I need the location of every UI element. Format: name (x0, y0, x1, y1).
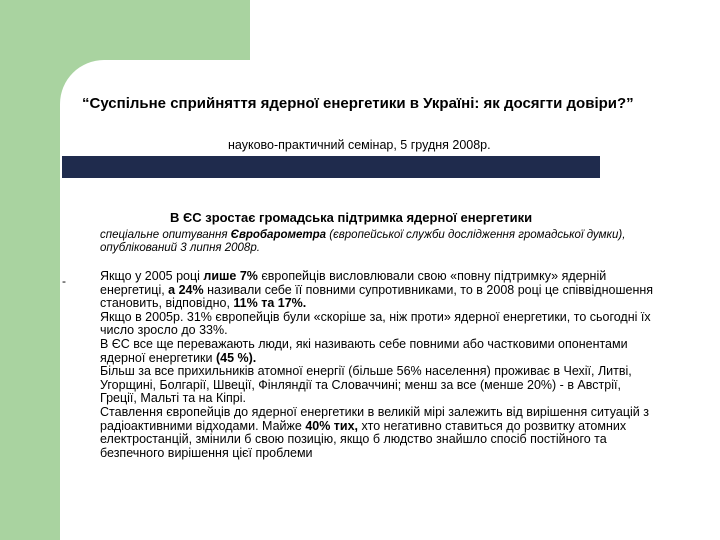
bullet-mark: - (62, 274, 66, 288)
p1-text-2: європейців висловлювали свою «повну підтримку» ядерній енергетиці, (100, 269, 607, 297)
slide-title: “Суспільне сприйняття ядерної енергетики в Україні: як досягти довіри?” (82, 95, 634, 112)
source-bold: Євробарометра (230, 229, 327, 241)
p1-text-1: Якщо у 2005 році (100, 269, 204, 283)
p5-text-2: хто негативно ставиться до розвитку атомних електростанцій, змінили б свою позицію, якщо б людство знайшло спосіб постійного та безпечного вирішення цієї проблеми (100, 418, 627, 460)
paragraph-3 (100, 338, 660, 365)
header-divider-bar (62, 156, 600, 178)
p1-bold-2: а 24% (168, 282, 204, 297)
p3-text-1: В ЄС все ще переважають люди, які називають себе повними або частковими опонентами ядерної енергетики (100, 336, 628, 365)
p1-bold-3: 11% та 17%. (233, 296, 307, 311)
p5-text-1: Ставлення європейців до ядерної енергетики в великій мірі залежить від вирішення ситуацій з радіоактивними відходами. Майже (100, 404, 649, 433)
slide-subtitle: науково-практичний семінар, 5 грудня 2008р. (228, 138, 491, 152)
section-heading: В ЄС зростає громадська підтримка ядерної енергетики (170, 210, 533, 225)
source-prefix: спеціальне опитування (100, 229, 231, 241)
paragraph-5 (100, 406, 660, 460)
paragraph-1 (100, 270, 660, 311)
p1-text-3: називали себе її повними супротивниками, то в 2008 році це співвідношення становить, відповідно, (100, 282, 654, 311)
source-note (100, 229, 660, 255)
p1-bold-1: лише 7% (203, 269, 258, 283)
paragraph-2: Якщо в 2005р. 31% європейців були «скоріше за, ніж проти» ядерної енергетики, то сьогодні їх число зросло до 33%. (100, 309, 651, 338)
source-suffix: (європейської служби дослідження громадської думки), опублікований 3 липня 2008р. (100, 229, 626, 254)
p5-bold-1: 40% тих, (305, 418, 359, 433)
p3-bold-1: (45 %). (215, 350, 257, 365)
paragraph-4: Більш за все прихильників атомної енергії (більше 56% населення) проживає в Чехії, Литві, Угорщині, Болгарії, Швеції, Фінляндії та Словаччині; менш за все (менше 20%) - в Австрії, Греції, Мальті та на Кіпрі. (100, 364, 632, 406)
body-text (100, 270, 660, 460)
